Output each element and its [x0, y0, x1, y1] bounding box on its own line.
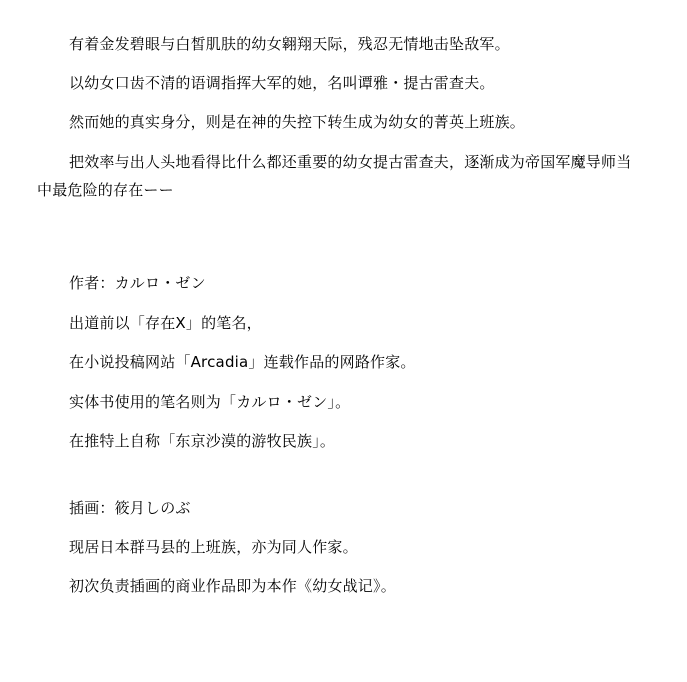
author-line-4: 在推特上自称「东京沙漠的游牧民族」。 [69, 432, 336, 450]
intro-paragraph-1: 有着金发碧眼与白皙肌肤的幼女翱翔天际，残忍无情地击坠敌军。 [69, 35, 510, 53]
intro-paragraph-4-line-2: 中最危险的存在ーー [37, 181, 174, 199]
author-line-1: 出道前以「存在X」的笔名， [69, 314, 262, 332]
intro-paragraph-4-line-1: 把效率与出人头地看得比什么都还重要的幼女提古雷查夫，逐渐成为帝国军魔导师当 [69, 153, 632, 171]
author-line-3: 实体书使用的笔名则为「カルロ・ゼン」。 [69, 393, 351, 411]
illustrator-line-2: 初次负责插画的商业作品即为本作《幼女战记》。 [69, 577, 396, 595]
illustrator-line-1: 现居日本群马县的上班族，亦为同人作家。 [69, 538, 358, 556]
author-line-2: 在小说投稿网站「Arcadia」连载作品的网路作家。 [69, 353, 416, 371]
intro-paragraph-2: 以幼女口齿不清的语调指挥大军的她，名叫谭雅・提古雷查夫。 [69, 74, 495, 92]
intro-paragraph-3: 然而她的真实身分，则是在神的失控下转生成为幼女的菁英上班族。 [69, 113, 526, 131]
illustrator-heading: 插画：筱月しのぶ [69, 499, 191, 517]
author-heading: 作者：カルロ・ゼン [69, 274, 206, 292]
